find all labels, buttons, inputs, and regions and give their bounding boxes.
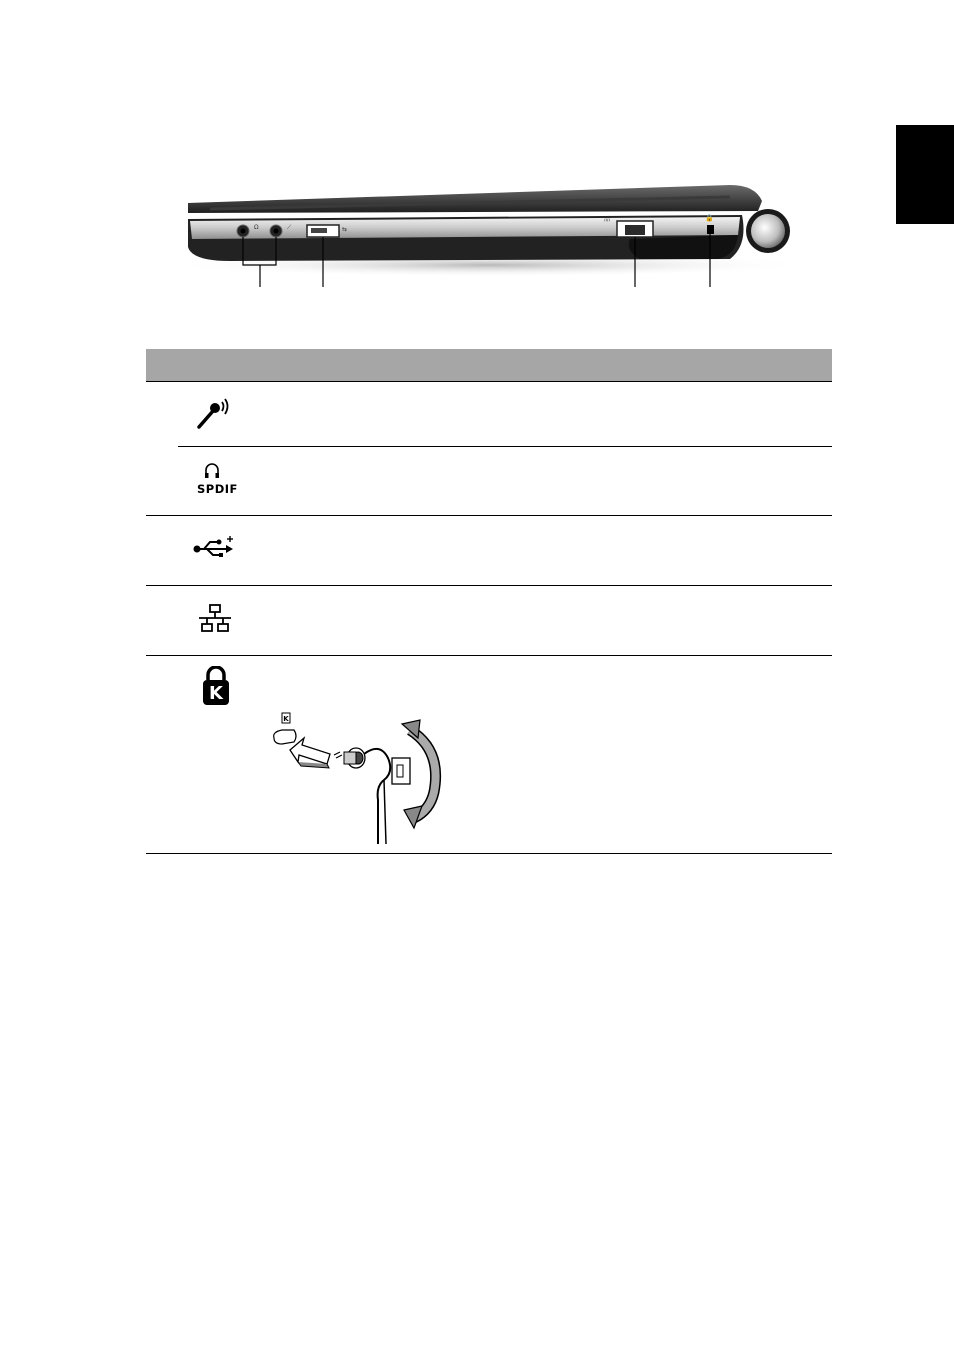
microphone-icon [192,396,232,432]
table-row [146,446,832,515]
kensington-lock-icon [202,666,230,706]
lock-installation-illustration [272,710,442,845]
ports-table [146,349,832,854]
svg-text:⇆: ⇆ [342,226,348,233]
svg-text:🔒: 🔒 [705,214,714,222]
headphone-icon [204,462,220,480]
usb-icon [192,534,238,560]
svg-text:⟋: ⟋ [287,224,292,231]
table-header [146,349,832,382]
svg-text:K: K [283,715,289,723]
table-row [146,515,832,585]
network-icon [198,604,232,634]
spdif-label: SPDIF [197,482,238,496]
svg-text:Ω: Ω [254,224,259,231]
laptop-side-view [170,175,810,295]
row-divider [178,446,832,447]
table-row [146,382,832,446]
table-row [146,655,832,854]
svg-text:品: 品 [604,216,611,223]
kensington-slot[interactable] [707,225,714,234]
table-row [146,585,832,655]
svg-text:K: K [209,683,223,704]
section-tab [896,125,954,224]
